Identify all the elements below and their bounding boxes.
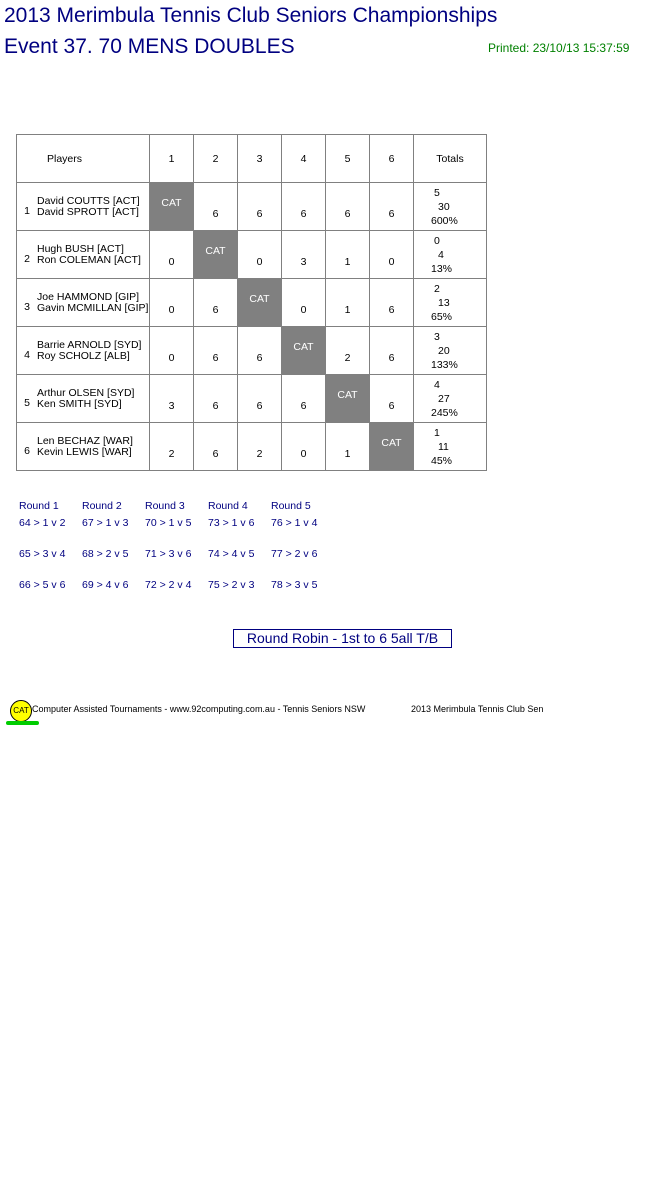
footer-text: Computer Assisted Tournaments - www.92computing.com.au - Tennis Seniors NSW (32, 704, 366, 714)
row-number: 6 (24, 444, 30, 457)
footer-event-text: 2013 Merimbula Tennis Club Sen (411, 704, 544, 714)
players-header-cell (17, 135, 150, 183)
round-column (271, 500, 334, 610)
wins-total: 3 (434, 331, 440, 343)
totals-cell (414, 375, 487, 423)
player-2-name: Kevin LEWIS [WAR] (37, 445, 132, 458)
score-cell: 0 (238, 231, 282, 279)
score-cell: 6 (194, 327, 238, 375)
player-2-name: David SPROTT [ACT] (37, 205, 139, 218)
score-cell: 1 (326, 231, 370, 279)
wins-total: 5 (434, 187, 440, 199)
round-label: Round 4 (208, 500, 248, 512)
score-cell: 6 (194, 183, 238, 231)
score-cell: 6 (194, 423, 238, 471)
score-cell: 2 (150, 423, 194, 471)
player-2-name: Gavin MCMILLAN [GIP] (37, 301, 149, 314)
player-1-name: Len BECHAZ [WAR] (37, 434, 133, 447)
diagonal-cell: CAT (282, 327, 326, 375)
round-column (208, 500, 271, 610)
totals-header-cell (414, 135, 487, 183)
score-cell: 6 (238, 375, 282, 423)
games-total: 27 (438, 393, 450, 405)
match-entry: 78 > 3 v 5 (271, 579, 318, 591)
event-title: Event 37. 70 MENS DOUBLES (4, 35, 295, 58)
score-cell: 0 (150, 279, 194, 327)
row-number: 4 (24, 348, 30, 361)
match-entry: 71 > 3 v 6 (145, 548, 192, 560)
player-2-name: Ken SMITH [SYD] (37, 397, 122, 410)
percentage-total: 245% (431, 407, 458, 419)
score-cell: 6 (238, 183, 282, 231)
row-number: 1 (24, 204, 30, 217)
col-header-3: 3 (238, 135, 282, 183)
match-entry: 74 > 4 v 5 (208, 548, 255, 560)
totals-cell (414, 423, 487, 471)
player-cell (17, 423, 150, 471)
score-cell: 3 (150, 375, 194, 423)
wins-total: 1 (434, 427, 440, 439)
diagonal-cell: CAT (238, 279, 282, 327)
printed-timestamp: Printed: 23/10/13 15:37:59 (488, 41, 630, 55)
score-cell: 6 (282, 183, 326, 231)
percentage-total: 133% (431, 359, 458, 371)
games-total: 30 (438, 201, 450, 213)
games-total: 4 (438, 249, 444, 261)
totals-cell (414, 327, 487, 375)
player-1-name: Hugh BUSH [ACT] (37, 242, 124, 255)
match-entry: 70 > 1 v 5 (145, 517, 192, 529)
games-total: 11 (438, 441, 449, 453)
table-row (17, 423, 487, 471)
player-cell (17, 279, 150, 327)
col-header-6: 6 (370, 135, 414, 183)
match-entry: 77 > 2 v 6 (271, 548, 318, 560)
score-cell: 6 (370, 183, 414, 231)
match-entry: 66 > 5 v 6 (19, 579, 66, 591)
score-cell: 6 (282, 375, 326, 423)
player-1-name: Arthur OLSEN [SYD] (37, 386, 135, 399)
round-label: Round 2 (82, 500, 122, 512)
match-entry: 65 > 3 v 4 (19, 548, 66, 560)
totals-cell (414, 279, 487, 327)
table-row (17, 183, 487, 231)
results-grid (16, 134, 487, 471)
diagonal-cell: CAT (150, 183, 194, 231)
match-entry: 76 > 1 v 4 (271, 517, 318, 529)
score-cell: 6 (326, 183, 370, 231)
grid-header-row (17, 135, 487, 183)
player-cell (17, 375, 150, 423)
diagonal-cell: CAT (194, 231, 238, 279)
round-column (82, 500, 145, 610)
player-1-name: Barrie ARNOLD [SYD] (37, 338, 142, 351)
table-row (17, 279, 487, 327)
score-cell: 1 (326, 423, 370, 471)
round-label: Round 1 (19, 500, 59, 512)
games-total: 20 (438, 345, 450, 357)
match-entry: 64 > 1 v 2 (19, 517, 66, 529)
player-cell (17, 183, 150, 231)
percentage-total: 45% (431, 455, 453, 467)
logo-underline (6, 721, 39, 725)
percentage-total: 13% (431, 263, 453, 275)
format-label: Round Robin - 1st to 6 5all T/B (233, 629, 452, 648)
diagonal-cell: CAT (326, 375, 370, 423)
score-cell: 0 (150, 231, 194, 279)
match-entry: 75 > 2 v 3 (208, 579, 255, 591)
score-cell: 6 (238, 327, 282, 375)
col-header-5: 5 (326, 135, 370, 183)
match-entry: 67 > 1 v 3 (82, 517, 129, 529)
players-header: Players (47, 152, 83, 165)
player-1-name: Joe HAMMOND [GIP] (37, 290, 140, 303)
score-cell: 0 (370, 231, 414, 279)
totals-cell (414, 183, 487, 231)
player-2-name: Roy SCHOLZ [ALB] (37, 349, 130, 362)
player-2-name: Ron COLEMAN [ACT] (37, 253, 141, 266)
table-row (17, 327, 487, 375)
score-cell: 2 (238, 423, 282, 471)
diagonal-cell: CAT (370, 423, 414, 471)
player-1-name: David COUTTS [ACT] (37, 194, 140, 207)
player-cell (17, 327, 150, 375)
cat-logo-icon: CAT (10, 700, 32, 722)
round-label: Round 3 (145, 500, 185, 512)
totals-header: Totals (436, 152, 464, 165)
score-cell: 0 (282, 279, 326, 327)
row-number: 5 (24, 396, 30, 409)
score-cell: 2 (326, 327, 370, 375)
table-row (17, 231, 487, 279)
score-cell: 6 (370, 279, 414, 327)
match-entry: 69 > 4 v 6 (82, 579, 129, 591)
score-cell: 0 (282, 423, 326, 471)
row-number: 2 (24, 252, 30, 265)
percentage-total: 600% (431, 215, 458, 227)
match-entry: 72 > 2 v 4 (145, 579, 192, 591)
games-total: 13 (438, 297, 450, 309)
col-header-4: 4 (282, 135, 326, 183)
score-cell: 6 (370, 327, 414, 375)
score-cell: 6 (194, 279, 238, 327)
match-entry: 73 > 1 v 6 (208, 517, 255, 529)
col-header-2: 2 (194, 135, 238, 183)
player-cell (17, 231, 150, 279)
table-row (17, 375, 487, 423)
score-cell: 3 (282, 231, 326, 279)
row-number: 3 (24, 300, 30, 313)
score-cell: 0 (150, 327, 194, 375)
round-column (19, 500, 82, 610)
col-header-1: 1 (150, 135, 194, 183)
score-cell: 1 (326, 279, 370, 327)
totals-cell (414, 231, 487, 279)
match-entry: 68 > 2 v 5 (82, 548, 129, 560)
wins-total: 2 (434, 283, 440, 295)
page-title: 2013 Merimbula Tennis Club Seniors Championships (4, 4, 498, 27)
round-label: Round 5 (271, 500, 311, 512)
wins-total: 0 (434, 235, 440, 247)
score-cell: 6 (370, 375, 414, 423)
wins-total: 4 (434, 379, 440, 391)
percentage-total: 65% (431, 311, 453, 323)
round-column (145, 500, 208, 610)
score-cell: 6 (194, 375, 238, 423)
